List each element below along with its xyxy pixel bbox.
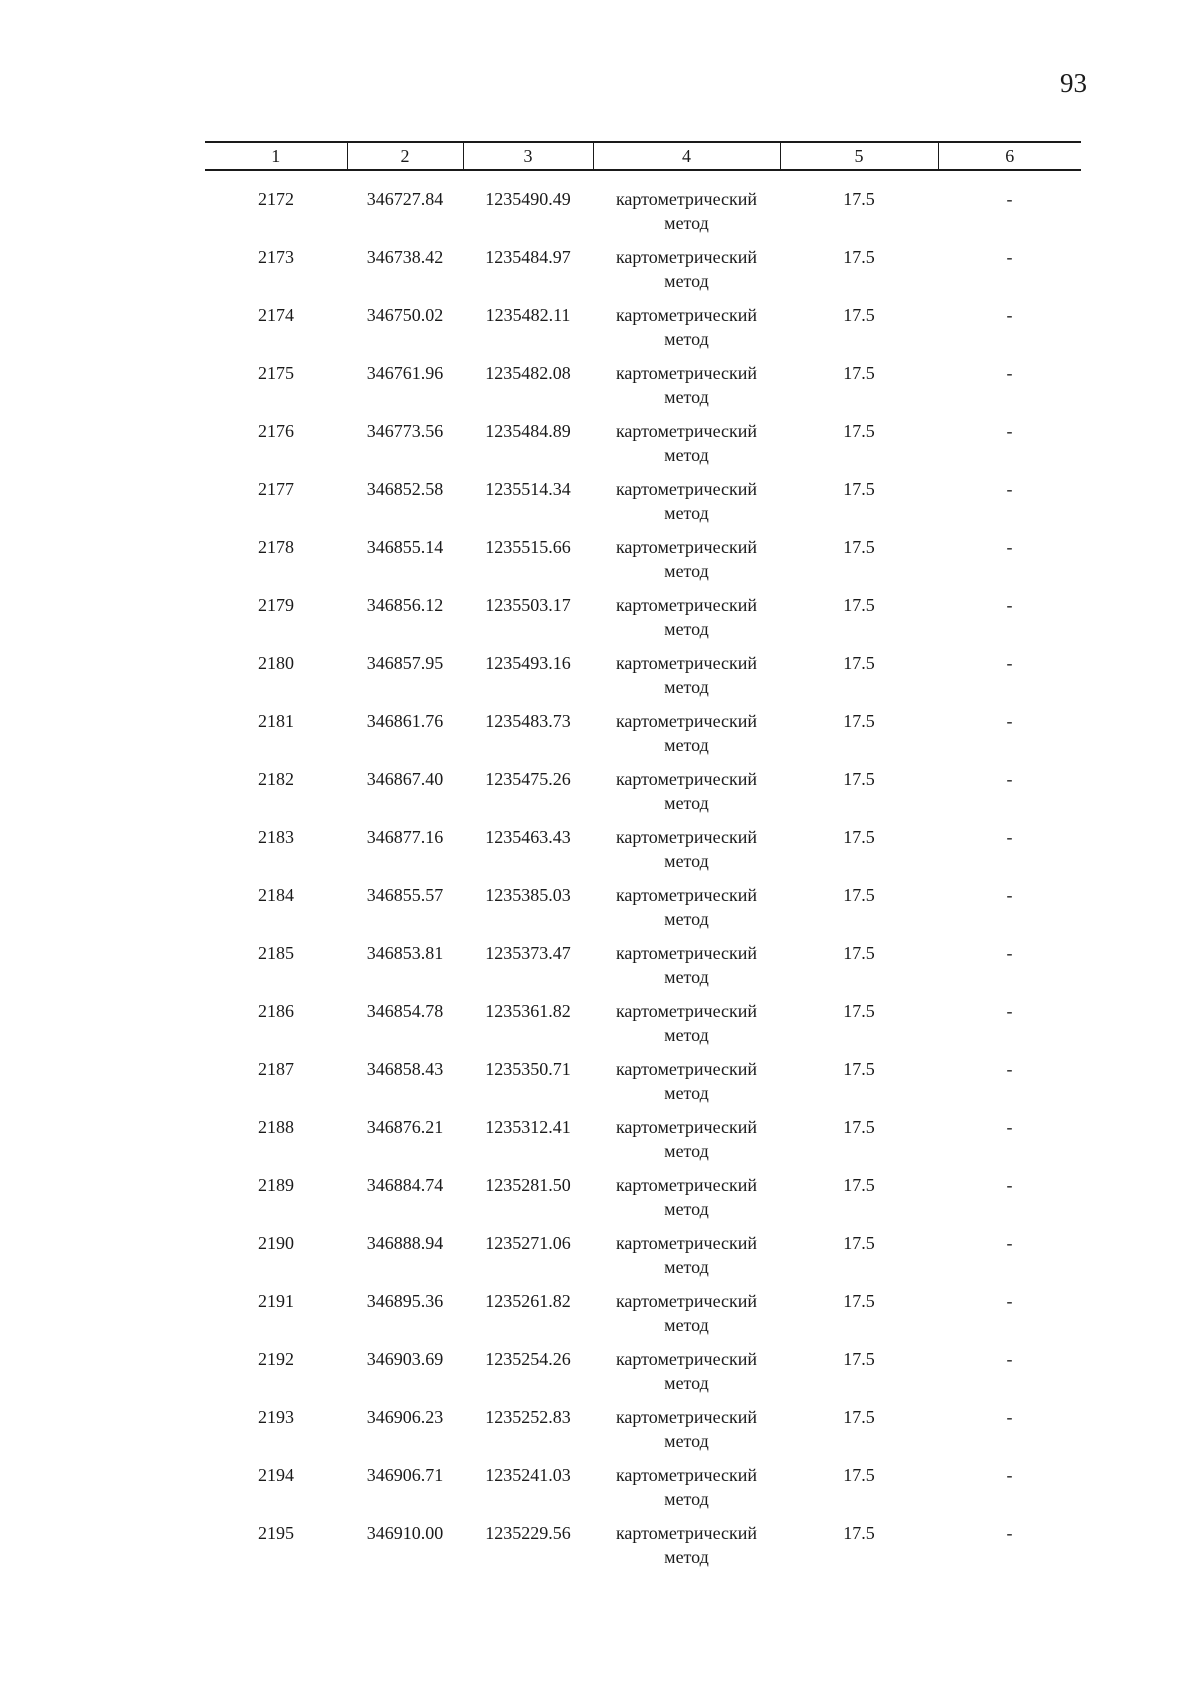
method-cell: картометрический метод [615,537,758,581]
table-row [205,767,1081,825]
accuracy-cell: 17.5 [843,711,875,731]
table-row [205,361,1081,419]
point-number: 2173 [258,247,294,267]
table-row [205,419,1081,477]
coord-x: 346855.14 [366,537,444,557]
coord-y: 1235252.83 [485,1407,571,1427]
coord-y: 1235475.26 [485,769,571,789]
method-cell: картометрический метод [615,1291,758,1335]
point-number: 2183 [258,827,294,847]
point-number: 2177 [258,479,294,499]
accuracy-cell: 17.5 [843,247,875,267]
accuracy-cell: 17.5 [843,1059,875,1079]
method-cell: картометрический метод [615,421,758,465]
accuracy-cell: 17.5 [843,1291,875,1311]
coord-x: 346861.76 [366,711,444,731]
method-cell: картометрический метод [615,479,758,523]
point-number: 2175 [258,363,294,383]
table-row [205,709,1081,767]
coord-x: 346906.71 [366,1465,444,1485]
point-number: 2174 [258,305,294,325]
coord-y: 1235483.73 [485,711,571,731]
coord-x: 346903.69 [366,1349,444,1369]
method-cell: картометрический метод [615,1349,758,1393]
coord-y: 1235261.82 [485,1291,571,1311]
point-number: 2182 [258,769,294,789]
accuracy-cell: 17.5 [843,537,875,557]
note-cell: - [1006,1233,1013,1253]
coord-y: 1235373.47 [485,943,571,963]
table-row [205,1463,1081,1521]
point-number: 2186 [258,1001,294,1021]
table-row [205,825,1081,883]
header-col-3: 3 [463,142,593,170]
point-number: 2194 [258,1465,294,1485]
point-number: 2180 [258,653,294,673]
method-cell: картометрический метод [615,769,758,813]
page-number: 93 [1060,68,1087,98]
accuracy-cell: 17.5 [843,1407,875,1427]
note-cell: - [1006,421,1013,441]
coord-x: 346727.84 [366,189,444,209]
method-cell: картометрический метод [615,885,758,929]
table-body [205,170,1081,1579]
accuracy-cell: 17.5 [843,363,875,383]
accuracy-cell: 17.5 [843,1233,875,1253]
method-cell: картометрический метод [615,363,758,407]
point-number: 2191 [258,1291,294,1311]
table-header [205,142,1081,170]
note-cell: - [1006,885,1013,905]
method-cell: картометрический метод [615,1523,758,1567]
table-row [205,941,1081,999]
coord-y: 1235484.97 [485,247,571,267]
accuracy-cell: 17.5 [843,595,875,615]
table-row [205,593,1081,651]
header-col-5: 5 [780,142,938,170]
accuracy-cell: 17.5 [843,421,875,441]
coordinates-table [205,141,1081,1579]
point-number: 2189 [258,1175,294,1195]
coord-y: 1235350.71 [485,1059,571,1079]
note-cell: - [1006,1291,1013,1311]
method-cell: картометрический метод [615,1059,758,1103]
accuracy-cell: 17.5 [843,1001,875,1021]
table-row [205,1405,1081,1463]
note-cell: - [1006,827,1013,847]
coord-x: 346761.96 [366,363,444,383]
note-cell: - [1006,247,1013,267]
table-row [205,477,1081,535]
table-row [205,1289,1081,1347]
point-number: 2181 [258,711,294,731]
note-cell: - [1006,711,1013,731]
method-cell: картометрический метод [615,653,758,697]
table-row [205,651,1081,709]
coord-x: 346895.36 [366,1291,444,1311]
note-cell: - [1006,1175,1013,1195]
coord-x: 346852.58 [366,479,444,499]
coord-x: 346858.43 [366,1059,444,1079]
point-number: 2193 [258,1407,294,1427]
point-number: 2176 [258,421,294,441]
coord-y: 1235484.89 [485,421,571,441]
note-cell: - [1006,1523,1013,1543]
coord-x: 346906.23 [366,1407,444,1427]
coord-x: 346856.12 [366,595,444,615]
coord-x: 346773.56 [366,421,444,441]
note-cell: - [1006,595,1013,615]
table-row [205,535,1081,593]
coord-x: 346857.95 [366,653,444,673]
note-cell: - [1006,363,1013,383]
coord-y: 1235229.56 [485,1523,571,1543]
note-cell: - [1006,1407,1013,1427]
note-cell: - [1006,943,1013,963]
table-row [205,245,1081,303]
coord-y: 1235361.82 [485,1001,571,1021]
coord-x: 346738.42 [366,247,444,267]
method-cell: картометрический метод [615,305,758,349]
method-cell: картометрический метод [615,1117,758,1161]
coord-y: 1235490.49 [485,189,571,209]
point-number: 2190 [258,1233,294,1253]
header-col-4: 4 [593,142,780,170]
coord-x: 346750.02 [366,305,444,325]
coord-y: 1235241.03 [485,1465,571,1485]
table-row [205,999,1081,1057]
coord-x: 346867.40 [366,769,444,789]
table-row [205,170,1081,245]
method-cell: картометрический метод [615,711,758,755]
method-cell: картометрический метод [615,943,758,987]
method-cell: картометрический метод [615,1001,758,1045]
coord-y: 1235514.34 [485,479,571,499]
method-cell: картометрический метод [615,1233,758,1277]
note-cell: - [1006,1465,1013,1485]
note-cell: - [1006,1059,1013,1079]
coord-x: 346910.00 [366,1523,444,1543]
coord-x: 346853.81 [366,943,444,963]
accuracy-cell: 17.5 [843,479,875,499]
accuracy-cell: 17.5 [843,189,875,209]
note-cell: - [1006,769,1013,789]
coord-y: 1235254.26 [485,1349,571,1369]
note-cell: - [1006,479,1013,499]
coord-x: 346855.57 [366,885,444,905]
table-row [205,1173,1081,1231]
coord-x: 346888.94 [366,1233,444,1253]
method-cell: картометрический метод [615,189,758,233]
coord-x: 346876.21 [366,1117,444,1137]
method-cell: картометрический метод [615,247,758,291]
method-cell: картометрический метод [615,827,758,871]
point-number: 2184 [258,885,294,905]
coord-y: 1235515.66 [485,537,571,557]
method-cell: картометрический метод [615,1407,758,1451]
coord-y: 1235385.03 [485,885,571,905]
coord-y: 1235503.17 [485,595,571,615]
note-cell: - [1006,653,1013,673]
table-row [205,1115,1081,1173]
accuracy-cell: 17.5 [843,653,875,673]
method-cell: картометрический метод [615,1465,758,1509]
point-number: 2187 [258,1059,294,1079]
method-cell: картометрический метод [615,595,758,639]
coord-y: 1235271.06 [485,1233,571,1253]
accuracy-cell: 17.5 [843,1465,875,1485]
header-col-6: 6 [938,142,1081,170]
note-cell: - [1006,189,1013,209]
note-cell: - [1006,537,1013,557]
accuracy-cell: 17.5 [843,305,875,325]
table-row [205,883,1081,941]
method-cell: картометрический метод [615,1175,758,1219]
coord-y: 1235482.08 [485,363,571,383]
coord-y: 1235463.43 [485,827,571,847]
coord-y: 1235482.11 [485,305,571,325]
accuracy-cell: 17.5 [843,943,875,963]
accuracy-cell: 17.5 [843,1349,875,1369]
note-cell: - [1006,1117,1013,1137]
note-cell: - [1006,1001,1013,1021]
note-cell: - [1006,305,1013,325]
accuracy-cell: 17.5 [843,1117,875,1137]
coord-y: 1235312.41 [485,1117,571,1137]
point-number: 2185 [258,943,294,963]
note-cell: - [1006,1349,1013,1369]
coord-y: 1235281.50 [485,1175,571,1195]
point-number: 2172 [258,189,294,209]
coord-x: 346884.74 [366,1175,444,1195]
table-row [205,1057,1081,1115]
table-row [205,1347,1081,1405]
header-col-1: 1 [205,142,347,170]
table-row [205,303,1081,361]
accuracy-cell: 17.5 [843,885,875,905]
accuracy-cell: 17.5 [843,1523,875,1543]
point-number: 2192 [258,1349,294,1369]
table-row [205,1521,1081,1579]
table-row [205,1231,1081,1289]
point-number: 2188 [258,1117,294,1137]
coord-x: 346854.78 [366,1001,444,1021]
coord-x: 346877.16 [366,827,444,847]
accuracy-cell: 17.5 [843,1175,875,1195]
accuracy-cell: 17.5 [843,769,875,789]
point-number: 2179 [258,595,294,615]
point-number: 2195 [258,1523,294,1543]
point-number: 2178 [258,537,294,557]
header-col-2: 2 [347,142,463,170]
accuracy-cell: 17.5 [843,827,875,847]
coord-y: 1235493.16 [485,653,571,673]
